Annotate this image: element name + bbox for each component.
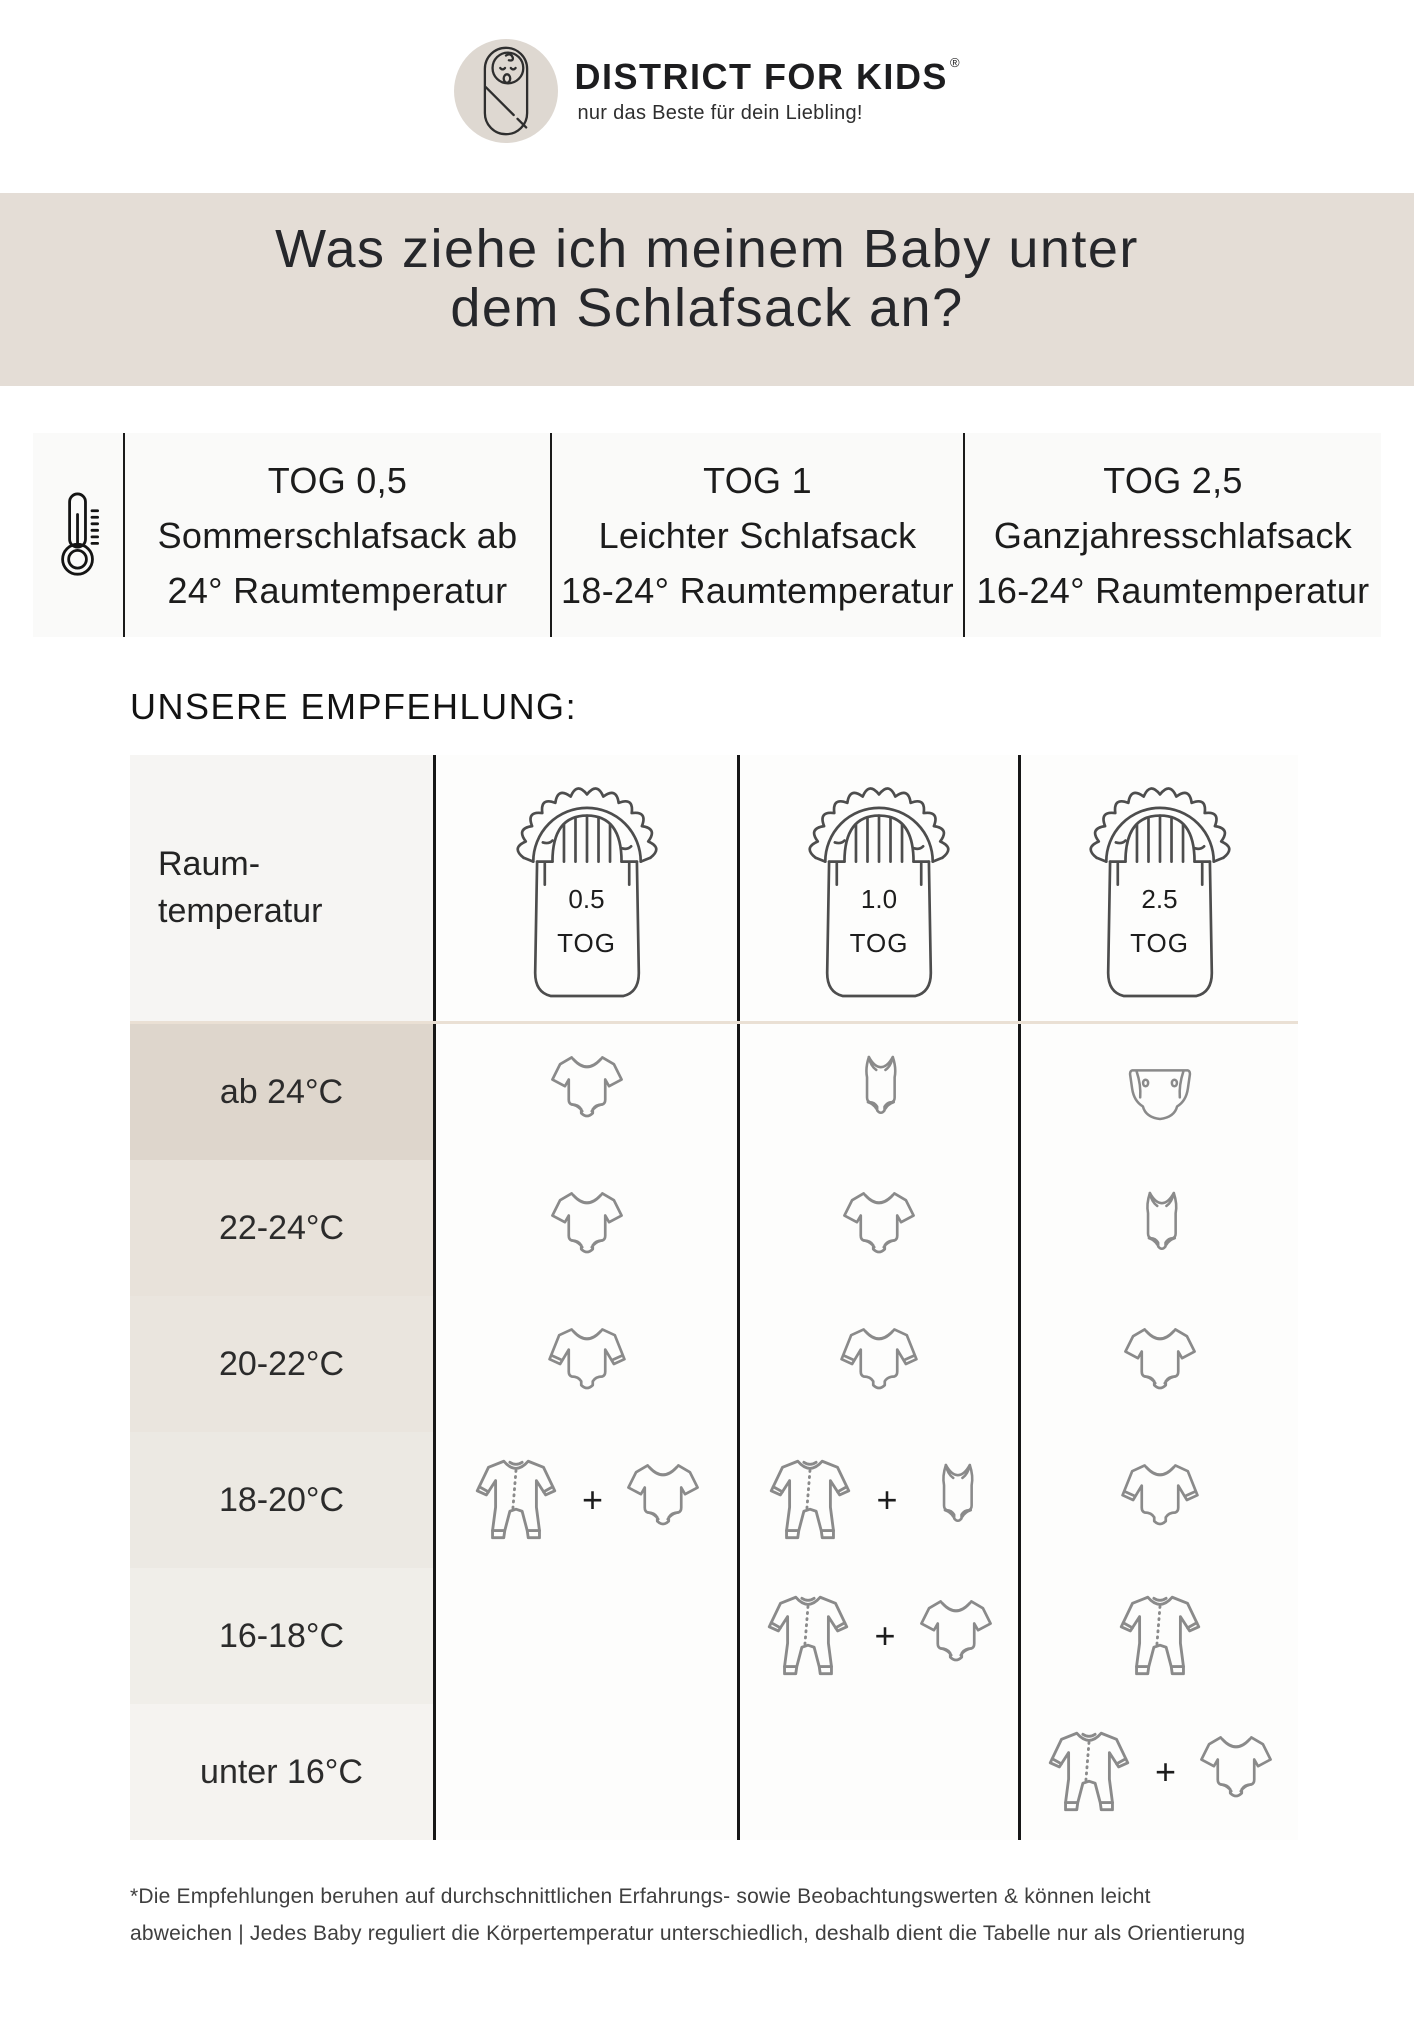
page-title — [0, 220, 1414, 338]
clothing-cell — [1018, 1432, 1298, 1568]
brand-header — [0, 33, 1414, 149]
row-temperature-label: unter 16°C — [130, 1704, 433, 1840]
clothing-cell — [1018, 1296, 1298, 1432]
romper-icon — [1106, 1585, 1214, 1687]
bodysuit-longsleeve-icon — [537, 1316, 637, 1412]
plus-sign: + — [874, 1615, 896, 1656]
room-temp-label-line1: Raum- — [158, 845, 261, 883]
brand-name: DISTRICT FOR KIDS — [574, 56, 948, 97]
clothing-items — [740, 1568, 1018, 1704]
tog-description: Sommerschlafsack ab — [157, 514, 518, 556]
bag-tog-value: 0.5 — [568, 883, 605, 914]
bag-tog-value: 2.5 — [1141, 883, 1178, 914]
registered-trademark: ® — [949, 55, 960, 70]
clothing-cell — [1018, 1024, 1298, 1160]
footnote — [130, 1878, 1320, 1952]
clothing-items — [1021, 1568, 1298, 1704]
clothing-cell — [433, 1296, 737, 1432]
clothing-items — [436, 1568, 737, 1704]
bodysuit-shortsleeve-icon — [831, 1180, 927, 1276]
tog-column-1 — [550, 433, 963, 637]
room-temperature-header — [130, 755, 433, 1021]
clothing-items — [1021, 1432, 1298, 1568]
clothing-items — [436, 1024, 737, 1160]
thermometer-icon — [50, 487, 106, 583]
row-temperature-label: 20-22°C — [130, 1296, 433, 1432]
plus-sign: + — [1154, 1751, 1177, 1792]
tog-header-cell-1-0 — [737, 755, 1018, 1021]
row-temperature-label: ab 24°C — [130, 1024, 433, 1160]
table-row — [130, 1296, 1298, 1432]
bodysuit-shortsleeve-icon — [1188, 1724, 1284, 1820]
brand-logo — [454, 39, 558, 143]
row-temperature-label: 22-24°C — [130, 1160, 433, 1296]
tog-overview — [33, 433, 1381, 637]
tog-header-cell-2-5 — [1018, 755, 1298, 1021]
row-temperature-label: 18-20°C — [130, 1432, 433, 1568]
clothing-items — [1021, 1296, 1298, 1432]
bodysuit-longsleeve-icon — [829, 1316, 929, 1412]
tog-description: Ganzjahresschlafsack — [993, 514, 1353, 556]
clothing-items — [1021, 1024, 1298, 1160]
title-banner — [0, 193, 1414, 386]
bodysuit-longsleeve-icon — [1110, 1452, 1210, 1548]
clothing-items — [436, 1160, 737, 1296]
tog-description: Leichter Schlafsack — [598, 514, 917, 556]
romper-icon — [462, 1449, 570, 1551]
clothing-cell — [737, 1568, 1018, 1704]
plus-sign: + — [876, 1479, 898, 1520]
clothing-cell — [737, 1704, 1018, 1840]
footnote-line1: *Die Empfehlungen beruhen auf durchschnittlichen Erfahrungs- sowie Beobachtungswerten & können leicht — [130, 1885, 1151, 1908]
romper-icon — [756, 1449, 864, 1551]
table-row — [130, 1160, 1298, 1296]
tog-header-cell-0-5 — [433, 755, 737, 1021]
tog-temp-range: 16-24° Raumtemperatur — [976, 569, 1370, 611]
clothing-cell — [1018, 1568, 1298, 1704]
clothing-items — [436, 1432, 737, 1568]
tog-temp-range: 24° Raumtemperatur — [167, 569, 508, 611]
clothing-cell — [433, 1432, 737, 1568]
room-temp-label-line2: temperatur — [158, 892, 323, 930]
clothing-items — [740, 1296, 1018, 1432]
plus-sign: + — [581, 1479, 604, 1520]
clothing-items — [1021, 1160, 1298, 1296]
bodysuit-shortsleeve-icon — [1112, 1316, 1208, 1412]
brand-tagline: nur das Beste für dein Liebling! — [577, 102, 863, 124]
clothing-items — [436, 1296, 737, 1432]
bodysuit-shortsleeve-icon — [539, 1180, 635, 1276]
thermometer-zone — [33, 433, 123, 637]
table-row — [130, 1432, 1298, 1568]
tog-column-0-5 — [123, 433, 550, 637]
clothing-cell — [1018, 1160, 1298, 1296]
tog-value: TOG 2,5 — [1103, 459, 1243, 501]
clothing-items — [1021, 1704, 1298, 1840]
page-title-line1: Was ziehe ich meinem Baby unter — [275, 219, 1139, 279]
clothing-items — [740, 1432, 1018, 1568]
clothing-items — [436, 1704, 737, 1840]
clothing-items — [740, 1704, 1018, 1840]
clothing-cell — [433, 1024, 737, 1160]
romper-icon — [1035, 1721, 1143, 1823]
bodysuit-sleeveless-icon — [1114, 1182, 1206, 1274]
recommendation-table — [130, 755, 1298, 1840]
clothing-cell — [433, 1160, 737, 1296]
diaper-icon — [1115, 1056, 1205, 1128]
clothing-cell — [737, 1160, 1018, 1296]
bodysuit-sleeveless-icon — [910, 1454, 1002, 1546]
swaddled-baby-icon — [470, 43, 542, 139]
clothing-items — [740, 1160, 1018, 1296]
bodysuit-shortsleeve-icon — [615, 1452, 711, 1548]
bodysuit-sleeveless-icon — [833, 1046, 925, 1138]
table-body — [130, 1024, 1298, 1840]
tog-temp-range: 18-24° Raumtemperatur — [561, 569, 954, 611]
tog-value: TOG 1 — [703, 459, 812, 501]
clothing-cell — [433, 1568, 737, 1704]
romper-icon — [754, 1585, 862, 1687]
tog-column-2-5 — [963, 433, 1381, 637]
row-temperature-label: 16-18°C — [130, 1568, 433, 1704]
page-title-line2: dem Schlafsack an? — [450, 278, 964, 338]
clothing-cell — [1018, 1704, 1298, 1840]
bag-tog-unit: TOG — [1130, 927, 1189, 958]
bag-tog-unit: TOG — [557, 927, 616, 958]
bag-tog-unit: TOG — [849, 927, 909, 958]
clothing-cell — [737, 1024, 1018, 1160]
table-header-row — [130, 755, 1298, 1024]
clothing-cell — [737, 1432, 1018, 1568]
bodysuit-shortsleeve-icon — [539, 1044, 635, 1140]
table-row — [130, 1024, 1298, 1160]
clothing-cell — [737, 1296, 1018, 1432]
bodysuit-shortsleeve-icon — [908, 1588, 1004, 1684]
clothing-cell — [433, 1704, 737, 1840]
bag-tog-value: 1.0 — [860, 883, 898, 914]
tog-value: TOG 0,5 — [267, 459, 408, 501]
table-row — [130, 1568, 1298, 1704]
recommendation-heading: UNSERE EMPFEHLUNG: — [130, 686, 578, 727]
footnote-line2: abweichen | Jedes Baby reguliert die Körpertemperatur unterschiedlich, deshalb dient die Tabelle nur als Orientierung — [130, 1922, 1246, 1945]
clothing-items — [740, 1024, 1018, 1160]
table-row — [130, 1704, 1298, 1840]
